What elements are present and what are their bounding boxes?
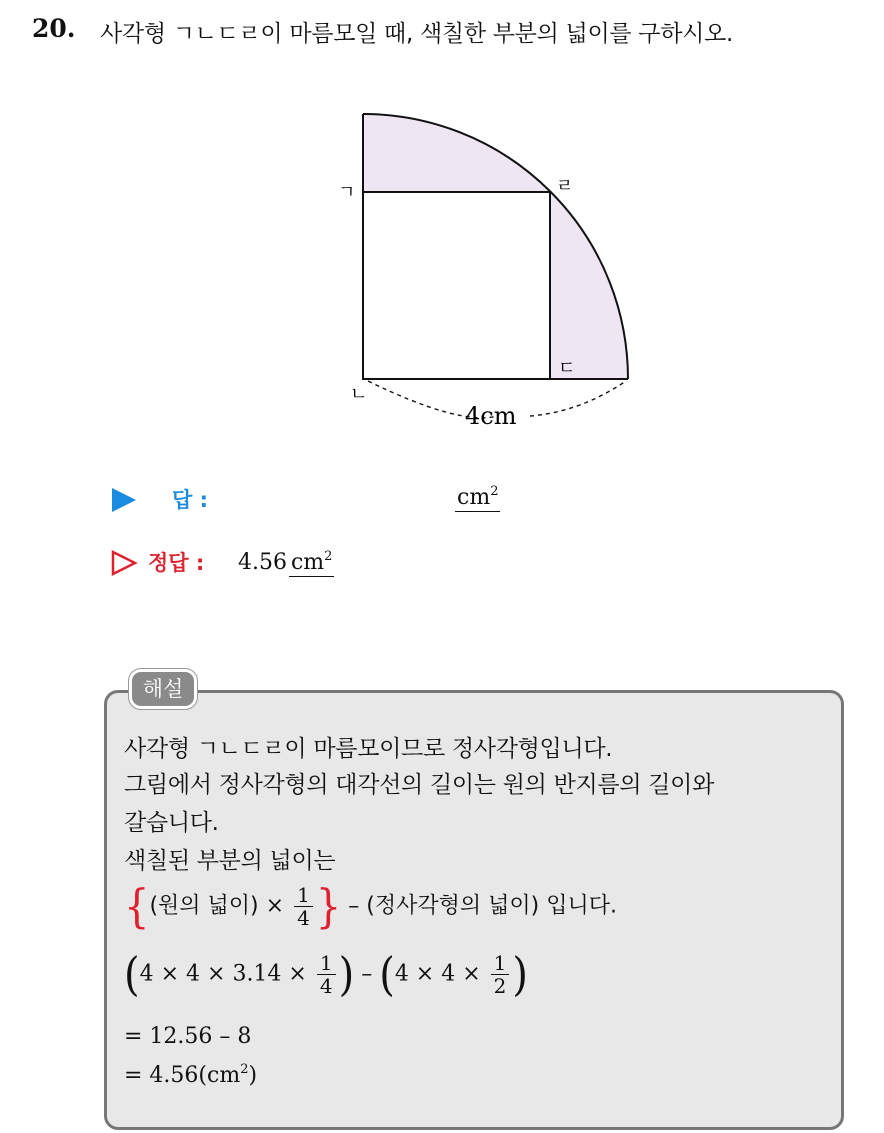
formula-times: × — [265, 893, 285, 919]
calc-step-1: = 12.56 – 8 — [124, 1024, 252, 1049]
question-number: 20. — [32, 14, 76, 43]
figure-svg — [330, 100, 650, 440]
right-paren-2: ) — [512, 948, 528, 1001]
correct-label: 정답 : — [148, 551, 205, 575]
explanation-line-3: 갈습니다. — [124, 810, 219, 836]
explanation-tag: 해설 — [129, 669, 197, 709]
formula-fraction: $\frac{1}{4}$ — [294, 884, 313, 929]
answer-unit: $cm^2$ — [457, 484, 499, 510]
calc-minus: – — [361, 961, 373, 987]
radius-label: 4cm — [465, 402, 517, 430]
question-text: 사각형 ㄱㄴㄷㄹ이 마름모일 때, 색칠한 부분의 넓이를 구하시오. — [100, 21, 733, 47]
correct-value: 4.56 $cm^2$ — [238, 549, 333, 575]
vertex-label-d: ㄷ — [558, 358, 576, 379]
left-brace: { — [124, 880, 150, 933]
figure — [330, 100, 650, 440]
left-paren-1: ( — [124, 948, 140, 1001]
answer-row — [110, 482, 610, 518]
square — [363, 192, 550, 379]
formula-minus: – — [348, 893, 360, 919]
calc-step-2: = $4.56(cm^2)$ — [124, 1062, 258, 1088]
right-paren-1: ) — [338, 948, 355, 1001]
formula-row — [124, 880, 617, 933]
vertex-label-n: ㄴ — [350, 384, 368, 405]
calc-part1: 4 × 4 × 3.14 × — [139, 961, 307, 987]
vertex-label-g: ㄱ — [338, 182, 356, 203]
play-arrow-icon — [110, 486, 140, 514]
left-paren-2: ( — [379, 948, 395, 1001]
calc-fraction-1: $\frac{1}{4}$ — [317, 952, 336, 997]
explanation-line-1: 사각형 ㄱㄴㄷㄹ이 마름모이므로 정사각형입니다. — [124, 736, 613, 762]
vertex-label-r: ㄹ — [556, 176, 574, 197]
right-brace: } — [315, 880, 342, 933]
formula-suffix: 입니다. — [546, 893, 617, 919]
answer-label: 답 : — [172, 488, 208, 512]
correct-unit: $cm^2$ — [290, 549, 333, 575]
outline-arrow-icon — [110, 549, 140, 577]
explanation-line-4: 색칠된 부분의 넓이는 — [124, 848, 336, 874]
shaded-region — [363, 114, 628, 379]
calc-part2: 4 × 4 × — [394, 961, 481, 987]
calc-fraction-2: $\frac{1}{2}$ — [491, 952, 510, 997]
correct-answer-row — [110, 545, 610, 581]
calc-row — [124, 948, 528, 1001]
formula-term2: (정사각형의 넓이) — [366, 893, 540, 919]
explanation-line-2: 그림에서 정사각형의 대각선의 길이는 원의 반지름의 길이와 — [124, 772, 715, 798]
formula-term1: (원의 넓이) — [149, 893, 259, 919]
